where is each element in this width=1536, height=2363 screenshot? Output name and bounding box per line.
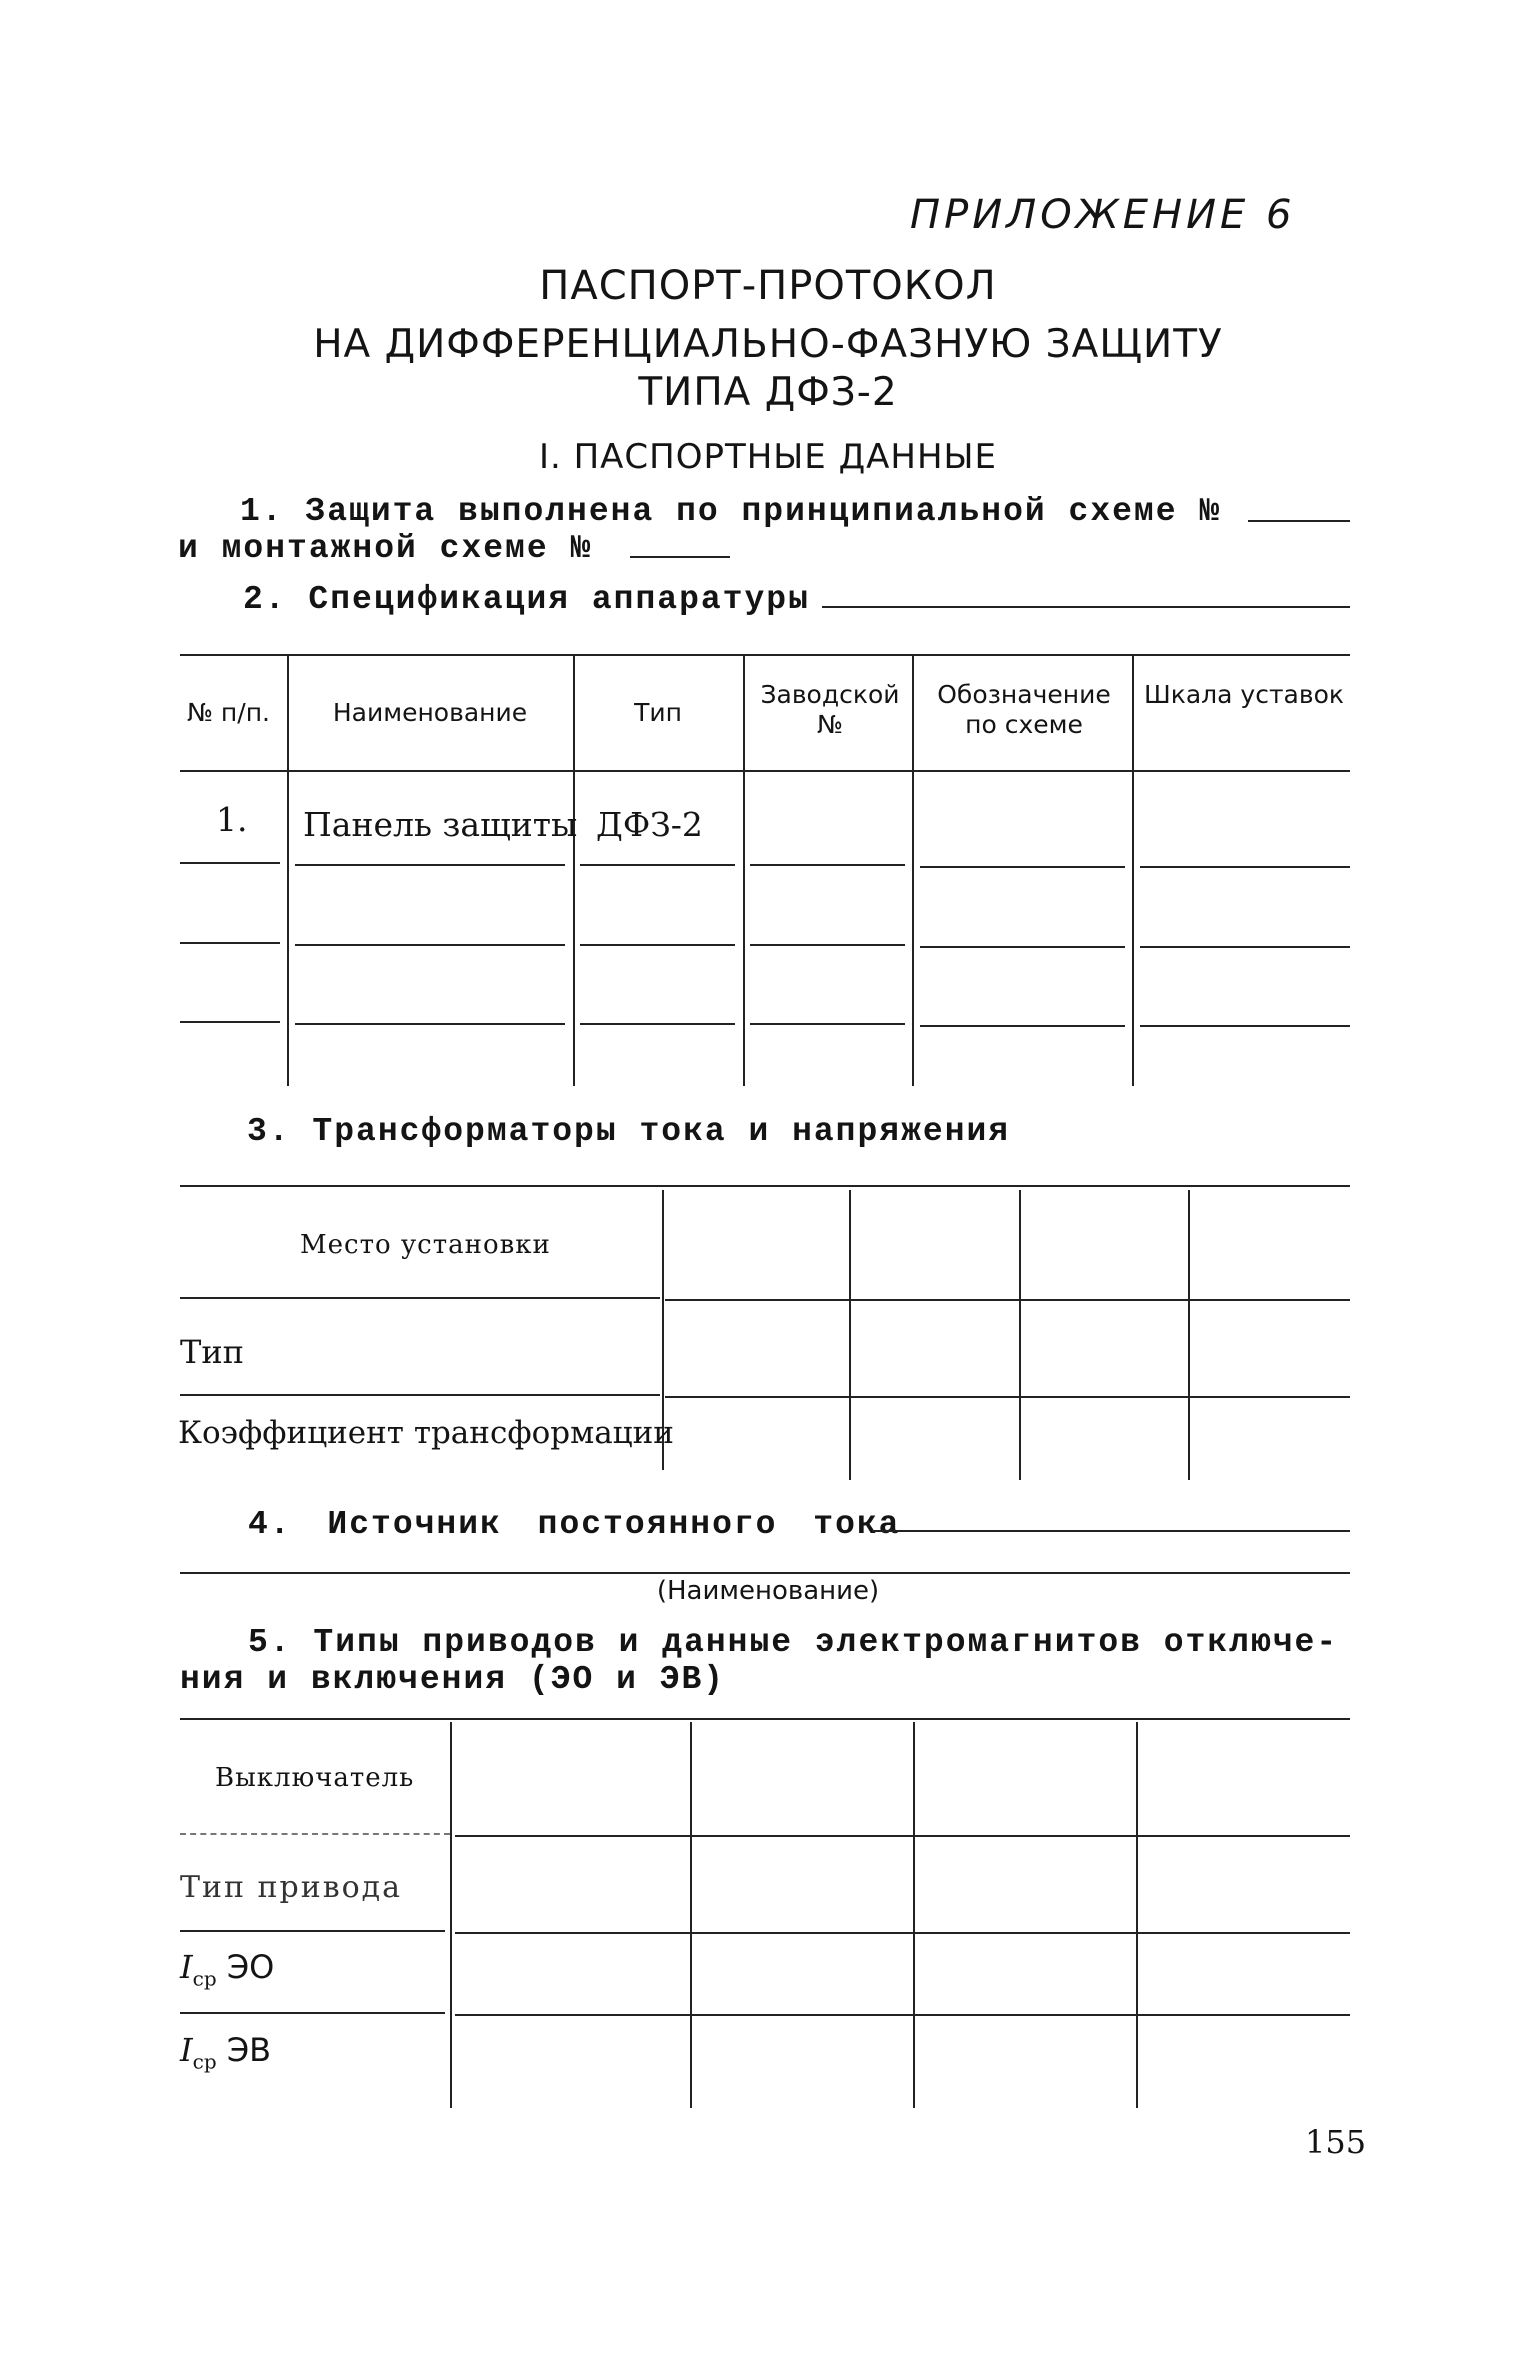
document-title-line2: НА ДИФФЕРЕНЦИАЛЬНО-ФАЗНУЮ ЗАЩИТУ <box>313 322 1223 367</box>
table-row-number: 1. <box>216 800 248 839</box>
transformer-row-type: Тип <box>180 1333 244 1371</box>
document-title-line1: ПАСПОРТ-ПРОТОКОЛ <box>539 263 997 309</box>
drive-row-type: Тип привода <box>180 1870 403 1905</box>
item2-label: 2. Спецификация аппаратуры <box>243 581 810 618</box>
drive-row-close-current: $I_{ср}$ ЭВ <box>180 2031 272 2074</box>
dc-source-blank <box>872 1530 1350 1532</box>
transformer-row-location: Место установки <box>300 1230 551 1260</box>
dc-source-caption: (Наименование) <box>656 1576 880 1606</box>
spec-blank <box>822 606 1350 608</box>
section-heading: I. ПАСПОРТНЫЕ ДАННЫЕ <box>538 437 998 477</box>
item1-line2: и монтажной схеме № <box>178 530 593 567</box>
col-header-scale: Шкала уставок <box>1144 680 1344 709</box>
scheme-number-blank <box>1248 520 1350 522</box>
table-row-type: ДФЗ-2 <box>596 805 703 844</box>
item5-line1: 5. Типы приводов и данные электромагнитов отключе- <box>248 1624 1339 1661</box>
transformer-row-ratio: Коэффициент трансформации <box>178 1415 674 1451</box>
col-header-number: № п/п. <box>186 698 270 727</box>
appendix-label: ПРИЛОЖЕНИЕ 6 <box>910 192 1296 238</box>
document-title-line3: ТИПА ДФЗ-2 <box>638 370 898 415</box>
item5-line2: ния и включения (ЭО и ЭВ) <box>180 1661 726 1698</box>
mounting-scheme-blank <box>630 556 730 558</box>
page-number: 155 <box>1305 2123 1367 2161</box>
drive-row-trip-current: $I_{ср}$ ЭО <box>180 1948 275 1991</box>
dc-source-name-line <box>180 1572 1350 1574</box>
col-header-type: Тип <box>634 698 682 727</box>
table-row-name: Панель защиты <box>303 805 578 844</box>
item3-label: 3. Трансформаторы тока и напряжения <box>247 1113 1011 1150</box>
col-header-designation: Обозначение по схеме <box>937 680 1111 739</box>
item1-line1: 1. Защита выполнена по принципиальной схеме № <box>240 493 1222 530</box>
item4-label: 4. Источник постоянного тока <box>248 1506 901 1543</box>
col-header-name: Наименование <box>332 698 528 727</box>
col-header-serial: Заводской № <box>760 680 900 739</box>
drive-row-breaker: Выключатель <box>215 1763 415 1793</box>
